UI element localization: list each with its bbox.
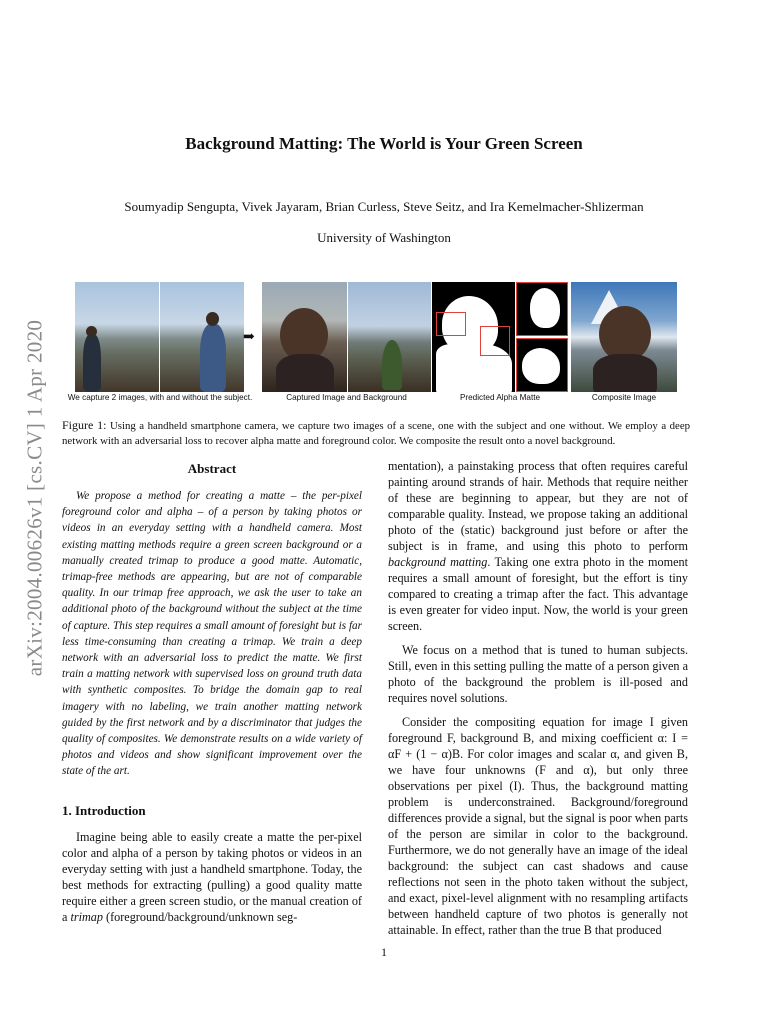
figure-label: Figure 1: xyxy=(62,418,107,432)
intro-paragraph-1: Imagine being able to easily create a matte the per-pixel color and alpha of a person by taking photos or videos in an everyday setting with just a handheld smartphone. Today, the best methods for extracting (pulling) a good quality matte require either a green screen studio, or the manual creation of a trimap (foreground/background/unknown seg- xyxy=(62,830,362,924)
intro-paragraph-2: We focus on a method that is tuned to human subjects. Still, even in this setting pulling the matte of a person given a photo of the background the problem is ill-posed and requires novel solutions. xyxy=(388,643,688,705)
alpha-matte-zoom-top xyxy=(516,282,568,336)
figure-caption xyxy=(62,418,690,449)
captured-background-photo xyxy=(348,282,431,392)
intro-right-column xyxy=(388,458,688,946)
caption-composite: Composite Image xyxy=(591,393,657,402)
section-heading-introduction: 1. Introduction xyxy=(62,803,146,818)
abstract-body xyxy=(62,488,362,780)
composite-image-photo xyxy=(571,282,677,392)
caption-captured: Captured Image and Background xyxy=(286,393,407,402)
arxiv-stamp-text: arXiv:2004.00626v1 [cs.CV] 1 Apr 2020 xyxy=(22,319,47,677)
arxiv-sidebar-stamp xyxy=(22,278,48,718)
intro-paragraph-3: Consider the compositing equation for image I given foreground F, background B, and mixing coefficient α: I = αF + (1 − α)B. For color images and scalar α, and given B, we have four unknowns (F and α), but only three observations per pixel (I). Thus, the background matting problem is underconstrained. Background/foreground differences provide a signal, but the signal is poor when parts of the person are similar in color to the background. Furthermore, we do not generally have an image of the ideal background: the subject can cast shadows and cause reflections not seen in the photo taken without the subject, and exact, pixel-level alignment with no resampling artifacts between handheld capture of two photos is generally not attainable. In effect, rather than the true B that produced xyxy=(388,715,688,937)
page-number: 1 xyxy=(381,945,387,959)
paper-title: Background Matting: The World is Your Green Screen xyxy=(185,134,583,153)
capture-background-photo xyxy=(160,282,244,392)
intro-paragraph-1-cont: mentation), a painstaking process that often requires careful painting around strands of hair. Methods that require neither of these are beginning to appear, but they are not of comparable quality. Instead, we propose taking an additional photo of the (static) background just before or after the subject is in frame, and using this photo to perform background matting. Taking one extra photo in the moment requires a small amount of foresight, but the effort is tiny compared to creating a trimap after the fact. This advantage is even greater for video input. Now, the world is your green screen. xyxy=(388,459,688,633)
alpha-matte-image xyxy=(432,282,515,392)
caption-alpha: Predicted Alpha Matte xyxy=(459,393,541,402)
captured-image-photo xyxy=(262,282,347,392)
author-list: Soumyadip Sengupta, Vivek Jayaram, Brian Curless, Steve Seitz, and Ira Kemelmacher-Shlizerman xyxy=(124,199,644,214)
caption-capture: We capture 2 images, with and without the subject. xyxy=(67,393,253,402)
affiliation: University of Washington xyxy=(317,230,451,245)
figure-caption-text: Using a handheld smartphone camera, we capture two images of a scene, one with the subject and one without. We employ a deep network with an adversarial loss to recover alpha matte and foreground color. We composite the result onto a novel background. xyxy=(62,420,691,447)
alpha-matte-zoom-bottom xyxy=(516,338,568,392)
abstract-text: We propose a method for creating a matte – the per-pixel foreground color and alpha – of a person by taking photos or videos in an everyday setting with a handheld camera. Most existing matting methods require a green screen background or a manually created trimap to produce a good matte. Automatic, trimap-free methods are appearing, but are not of comparable quality. In our trimap free approach, we ask the user to take an additional photo of the background without the subject at the time of capture. This step requires a small amount of foresight but is far less time-consuming than creating a trimap. We train a deep network with an adversarial loss to predict the matte. We first train a matting network with supervised loss on ground truth data with synthetic composites. To bridge the domain gap to real imagery with no labeling, we train another matting network guided by the first network and by a discriminator that judges the quality of composites. We demonstrate results on a wide variety of photos and videos and show significant improvement over the state of the art. xyxy=(62,490,362,778)
intro-left-column xyxy=(62,829,362,925)
abstract-heading: Abstract xyxy=(187,461,237,476)
arrow-icon: ➡ xyxy=(243,330,255,345)
capture-with-subject-photo xyxy=(75,282,159,392)
